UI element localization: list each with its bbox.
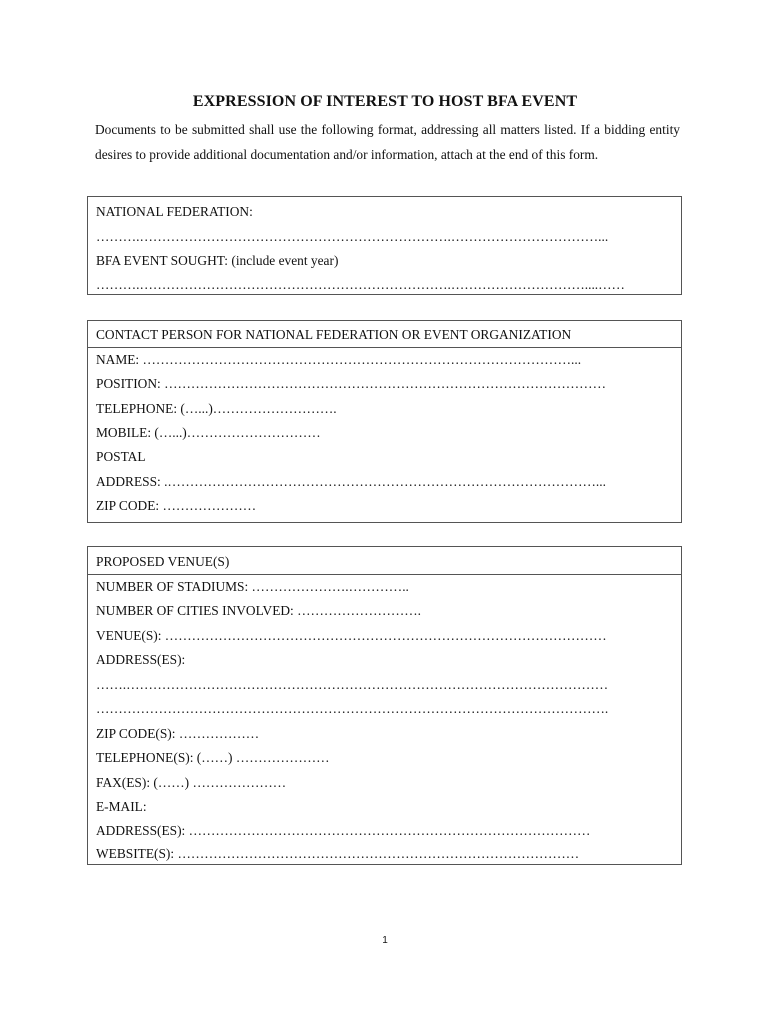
cities-field[interactable]: NUMBER OF CITIES INVOLVED: ……………………….: [96, 603, 421, 618]
address-field[interactable]: ADDRESS: .……………………………………………………………………………………...: [96, 474, 606, 489]
fax-field[interactable]: FAX(ES): (……) …………………: [96, 775, 287, 790]
email-addresses-field[interactable]: ADDRESS(ES): ………………………………………………………………………………: [96, 823, 591, 838]
websites-field[interactable]: WEBSITE(S): ………………………………………………………………………………: [96, 846, 580, 861]
contact-heading: CONTACT PERSON FOR NATIONAL FEDERATION OR EVENT ORGANIZATION: [96, 327, 572, 342]
venue-telephone-field[interactable]: TELEPHONE(S): (……) …………………: [96, 750, 330, 765]
mobile-field[interactable]: MOBILE: (…...)…………………………: [96, 425, 321, 440]
page-number: 1: [382, 935, 388, 946]
zip-code-field[interactable]: ZIP CODE: …………………: [96, 498, 257, 513]
name-field[interactable]: NAME: ……………………………………………………………………………………...: [96, 352, 582, 367]
venue-zip-field[interactable]: ZIP CODE(S): ………………: [96, 726, 260, 741]
venue-box: [87, 546, 682, 865]
contact-box: [87, 320, 682, 523]
position-field[interactable]: POSITION: ………………………………………………………………………………………: [96, 376, 606, 391]
telephone-field[interactable]: TELEPHONE: (…...)……………………….: [96, 401, 337, 416]
page-title: EXPRESSION OF INTEREST TO HOST BFA EVENT: [192, 93, 578, 110]
addresses-field-2[interactable]: …………………………………………………………………………………………………….: [96, 701, 609, 716]
venue-heading-divider: [88, 574, 681, 575]
stadiums-field[interactable]: NUMBER OF STADIUMS: ………………….…………..: [96, 579, 409, 594]
email-label: E-MAIL:: [96, 799, 147, 814]
national-federation-field[interactable]: ……….…………………………………………………………….……………………………...: [96, 229, 609, 244]
contact-heading-divider: [88, 347, 681, 348]
addresses-label: ADDRESS(ES):: [96, 652, 186, 667]
federation-box: [87, 196, 682, 295]
venue-heading: PROPOSED VENUE(S): [96, 554, 230, 569]
postal-label: POSTAL: [96, 449, 146, 464]
venues-field[interactable]: VENUE(S): ………………………………………………………………………………………: [96, 628, 607, 643]
event-sought-field[interactable]: ……….…………………………………………………………….…………………………....……: [96, 277, 625, 292]
national-federation-label: NATIONAL FEDERATION:: [96, 204, 253, 219]
event-sought-label: BFA EVENT SOUGHT: (include event year): [96, 253, 339, 268]
intro-paragraph: Documents to be submitted shall use the following format, addressing all matters listed. If a bidding entity desires to provide additional documentation and/or information, attach at the end of this form.: [95, 122, 680, 162]
addresses-field-1[interactable]: …….………………………………………………………………………………………………: [96, 677, 609, 692]
